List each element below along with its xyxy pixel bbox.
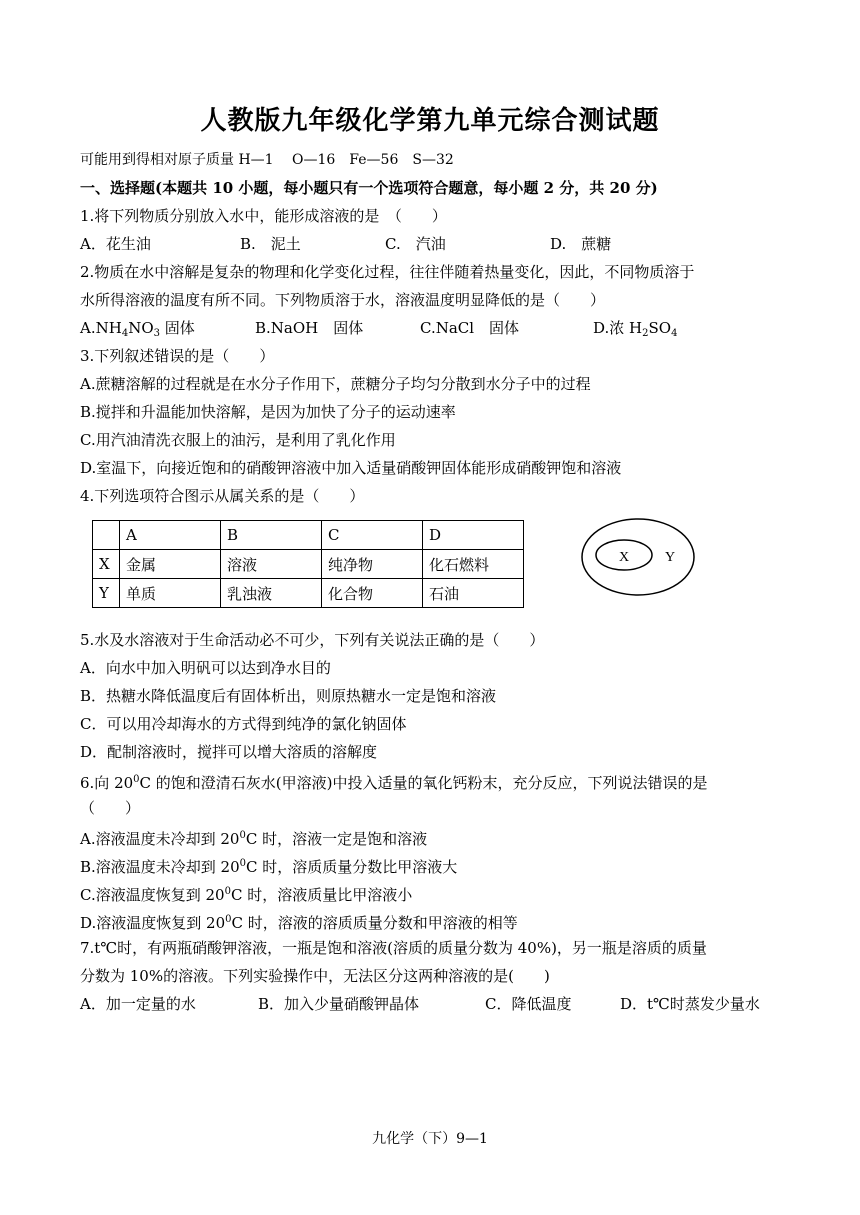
q6-option-c-sup: 0	[224, 886, 231, 897]
q6-stem-line2: （ ）	[80, 799, 141, 817]
table-cell: D	[423, 521, 524, 550]
diagram-label-x: X	[618, 550, 630, 565]
diagram-label-y: Y	[664, 550, 676, 565]
q6-option-d-sup: 0	[225, 914, 232, 925]
q6-option-d-text1: D.溶液温度恢复到 20	[80, 914, 226, 932]
q7-option-a: A．加一定量的水	[80, 995, 196, 1013]
outer-ellipse	[582, 519, 694, 595]
q2-option-d-sub1: 2	[642, 328, 649, 339]
q6-option-b-text2: C 时，溶质质量分数比甲溶液大	[246, 858, 458, 876]
table-row	[93, 579, 524, 608]
q5-stem: 5.水及水溶液对于生命活动必不可少，下列有关说法正确的是（ ）	[80, 631, 545, 649]
table-cell: 金属	[120, 550, 221, 579]
q5-option-d: D．配制溶液时，搅拌可以增大溶质的溶解度	[80, 743, 378, 761]
q2-option-a-text3: 固体	[164, 319, 195, 337]
q2-option-d-sub2: 4	[671, 328, 678, 339]
table-cell: 乳浊液	[221, 579, 322, 608]
q2-option-d-text2: SO	[648, 319, 672, 337]
q5-option-a: A．向水中加入明矾可以达到净水目的	[80, 659, 331, 677]
q6-option-c-text2: C 时，溶液质量比甲溶液小	[230, 886, 413, 904]
page-footer: 九化学（下）9—1	[372, 1131, 488, 1147]
q1-option-a: A．花生油	[80, 235, 151, 253]
table-cell: Y	[93, 579, 120, 608]
q1-options	[80, 230, 785, 258]
q2-option-b: B.NaOH 固体	[255, 319, 364, 337]
q7-option-d: D．t℃时蒸发少量水	[620, 995, 760, 1013]
table-row	[93, 521, 524, 550]
q7-stem-line1: 7.t℃时，有两瓶硝酸钾溶液，一瓶是饱和溶液(溶质的质量分数为 40%)，另一瓶是溶质的质量	[80, 939, 707, 957]
q6-option-d	[80, 906, 785, 937]
table-cell: 石油	[423, 579, 524, 608]
table-cell: X	[93, 550, 120, 579]
table-cell: 化合物	[322, 579, 423, 608]
q5-option-b: B．热糖水降低温度后有固体析出，则原热糖水一定是饱和溶液	[80, 687, 497, 705]
q6-option-c-text1: C.溶液温度恢复到 20	[80, 886, 225, 904]
q6-option-b-sup: 0	[239, 858, 247, 869]
q6-option-a-text2: C 时，溶液一定是饱和溶液	[245, 830, 428, 848]
q1-stem: 1.将下列物质分别放入水中，能形成溶液的是 （ ）	[80, 207, 447, 225]
table-cell: B	[221, 521, 322, 550]
table-cell	[93, 521, 120, 550]
q6-option-b-text1: B.溶液温度未冷却到 20	[80, 858, 240, 876]
q7-option-c: C．降低温度	[485, 995, 572, 1013]
q3-stem: 3.下列叙述错误的是（ ）	[80, 347, 275, 365]
q4-table	[92, 520, 524, 608]
q6-option-d-text2: C 时，溶液的溶质质量分数和甲溶液的相等	[231, 914, 518, 932]
table-cell: 纯净物	[322, 550, 423, 579]
q1-option-d: D. 蔗糖	[550, 235, 612, 253]
q6-stem	[80, 766, 785, 797]
q6-option-a-text1: A.溶液温度未冷却到 20	[80, 830, 240, 848]
q2-option-d-text1: D.浓 H	[593, 319, 643, 337]
table-cell: 单质	[120, 579, 221, 608]
q3-option-c: C.用汽油清洗衣服上的油污，是利用了乳化作用	[80, 431, 396, 449]
q6-option-a-sup: 0	[239, 830, 246, 841]
q4-stem: 4.下列选项符合图示从属关系的是（ ）	[80, 487, 365, 505]
table-cell: C	[322, 521, 423, 550]
q6-stem-sup: 0	[133, 774, 140, 785]
q6-option-c	[80, 878, 785, 909]
q6-stem-text2: C 的饱和澄清石灰水(甲溶液)中投入适量的氧化钙粉末，充分反应，下列说法错误的是	[139, 774, 708, 792]
q1-option-c: C. 汽油	[385, 235, 446, 253]
q7-stem-line2: 分数为 10%的溶液。下列实验操作中，无法区分这两种溶液的是( )	[80, 967, 550, 985]
q3-option-b: B.搅拌和升温能加快溶解，是因为加快了分子的运动速率	[80, 403, 456, 421]
table-cell: 溶液	[221, 550, 322, 579]
q4-diagram	[578, 514, 698, 600]
table-cell: 化石燃料	[423, 550, 524, 579]
table-cell: A	[120, 521, 221, 550]
q3-option-a: A.蔗糖溶解的过程就是在水分子作用下，蔗糖分子均匀分散到水分子中的过程	[80, 375, 591, 393]
q2-option-c: C.NaCl 固体	[420, 319, 520, 337]
q7-options	[80, 990, 785, 1018]
q2-stem-line1: 2.物质在水中溶解是复杂的物理和化学变化过程，往往伴随着热量变化，因此，不同物质溶于	[80, 263, 695, 281]
q2-option-a-text2: NO	[128, 319, 154, 337]
q5-option-c: C．可以用冷却海水的方式得到纯净的氯化钠固体	[80, 715, 407, 733]
document-title: 人教版九年级化学第九单元综合测试题	[200, 106, 660, 136]
q2-options	[80, 314, 785, 342]
q3-option-d: D.室温下，向接近饱和的硝酸钾溶液中加入适量硝酸钾固体能形成硝酸钾饱和溶液	[80, 459, 622, 477]
atomic-mass-line: 可能用到得相对原子质量 H—1 O—16 Fe—56 S—32	[80, 152, 454, 168]
q7-option-b: B．加入少量硝酸钾晶体	[258, 995, 420, 1013]
q2-option-a-sub1: 4	[121, 328, 129, 339]
q1-option-b: B. 泥土	[240, 235, 301, 253]
q2-option-a-text1: A.NH	[80, 319, 122, 337]
q2-stem-line2: 水所得溶液的温度有所不同。下列物质溶于水，溶液温度明显降低的是（ ）	[80, 291, 606, 309]
q6-stem-text1: 6.向 20	[80, 774, 134, 792]
q6-option-b	[80, 850, 785, 881]
q2-option-a-sub2: 3	[153, 328, 160, 339]
section-heading: 一、选择题(本题共 10 小题，每小题只有一个选项符合题意，每小题 2 分，共 20 分)	[80, 179, 658, 197]
table-row	[93, 550, 524, 579]
q6-option-a	[80, 822, 785, 853]
